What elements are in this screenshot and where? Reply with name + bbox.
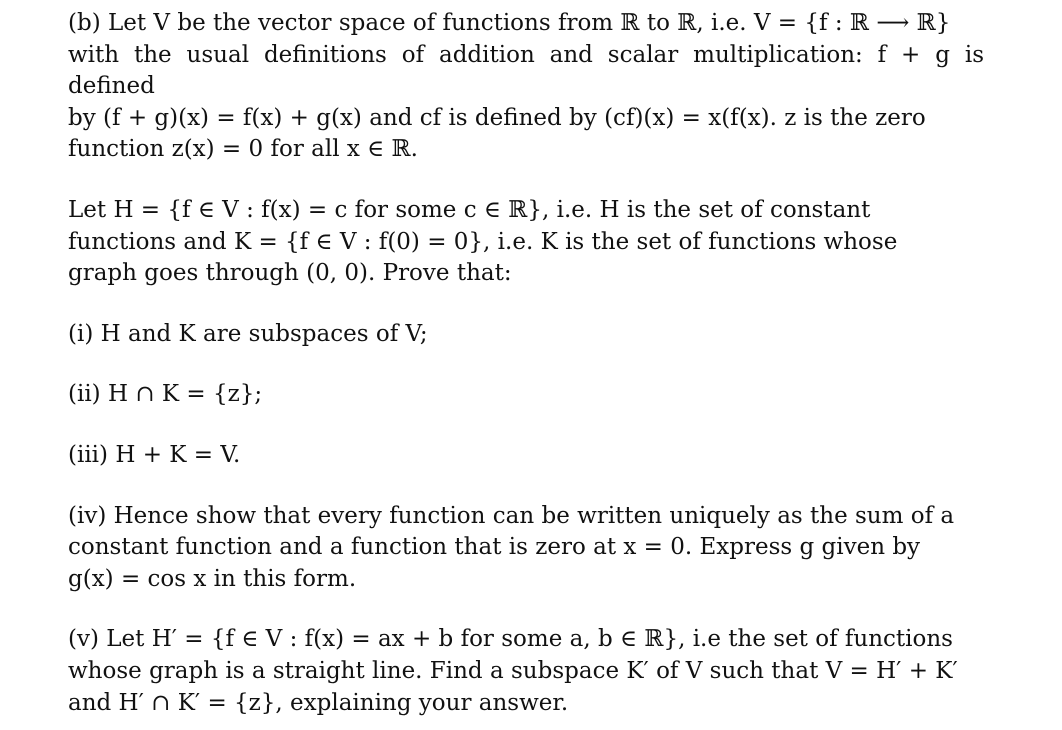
item-v: [68, 624, 984, 719]
text-line: with the usual definitions of addition and scalar multiplication: f + g is defined: [68, 41, 984, 100]
text-line: graph goes through (0, 0). Prove that:: [68, 260, 512, 287]
text-line: function z(x) = 0 for all x ∈ ℝ.: [68, 136, 418, 163]
text-line: constant function and a function that is zero at x = 0. Express g given by: [68, 534, 921, 561]
text-line: functions and K = {f ∈ V : f(0) = 0}, i.e. K is the set of functions whose: [68, 228, 898, 255]
spacer: [68, 595, 984, 624]
text-line: g(x) = cos x in this form.: [68, 565, 357, 592]
item-iii: (iii) H + K = V.: [68, 441, 241, 468]
item-ii: (ii) H ∩ K = {z};: [68, 381, 263, 408]
text-line: Let H = {f ∈ V : f(x) = c for some c ∈ ℝ}, i.e. H is the set of constant: [68, 196, 871, 223]
text-line: and H′ ∩ K′ = {z}, explaining your answer.: [68, 689, 569, 716]
item-iv: [68, 501, 984, 596]
text-line: (iv) Hence show that every function can be written uniquely as the sum of a: [68, 502, 955, 529]
spacer: [68, 166, 984, 195]
item-i: (i) H and K are subspaces of V;: [68, 320, 428, 347]
spacer: [68, 472, 984, 501]
text-line: (v) Let H′ = {f ∈ V : f(x) = ax + b for some a, b ∈ ℝ}, i.e the set of functions: [68, 626, 953, 653]
spacer: [68, 411, 984, 440]
text-line: by (f + g)(x) = f(x) + g(x) and cf is defined by (cf)(x) = x(f(x). z is the zero: [68, 104, 926, 131]
text-line: (b) Let V be the vector space of functions from ℝ to ℝ, i.e. V = {f : ℝ ⟶ ℝ}: [68, 10, 951, 36]
spacer: [68, 350, 984, 379]
problem-text: [68, 8, 984, 719]
spacer: [68, 290, 984, 319]
part-b-paragraph: [68, 8, 984, 166]
definitions-paragraph: [68, 195, 984, 290]
text-line: whose graph is a straight line. Find a subspace K′ of V such that V = H′ + K′: [68, 657, 958, 684]
